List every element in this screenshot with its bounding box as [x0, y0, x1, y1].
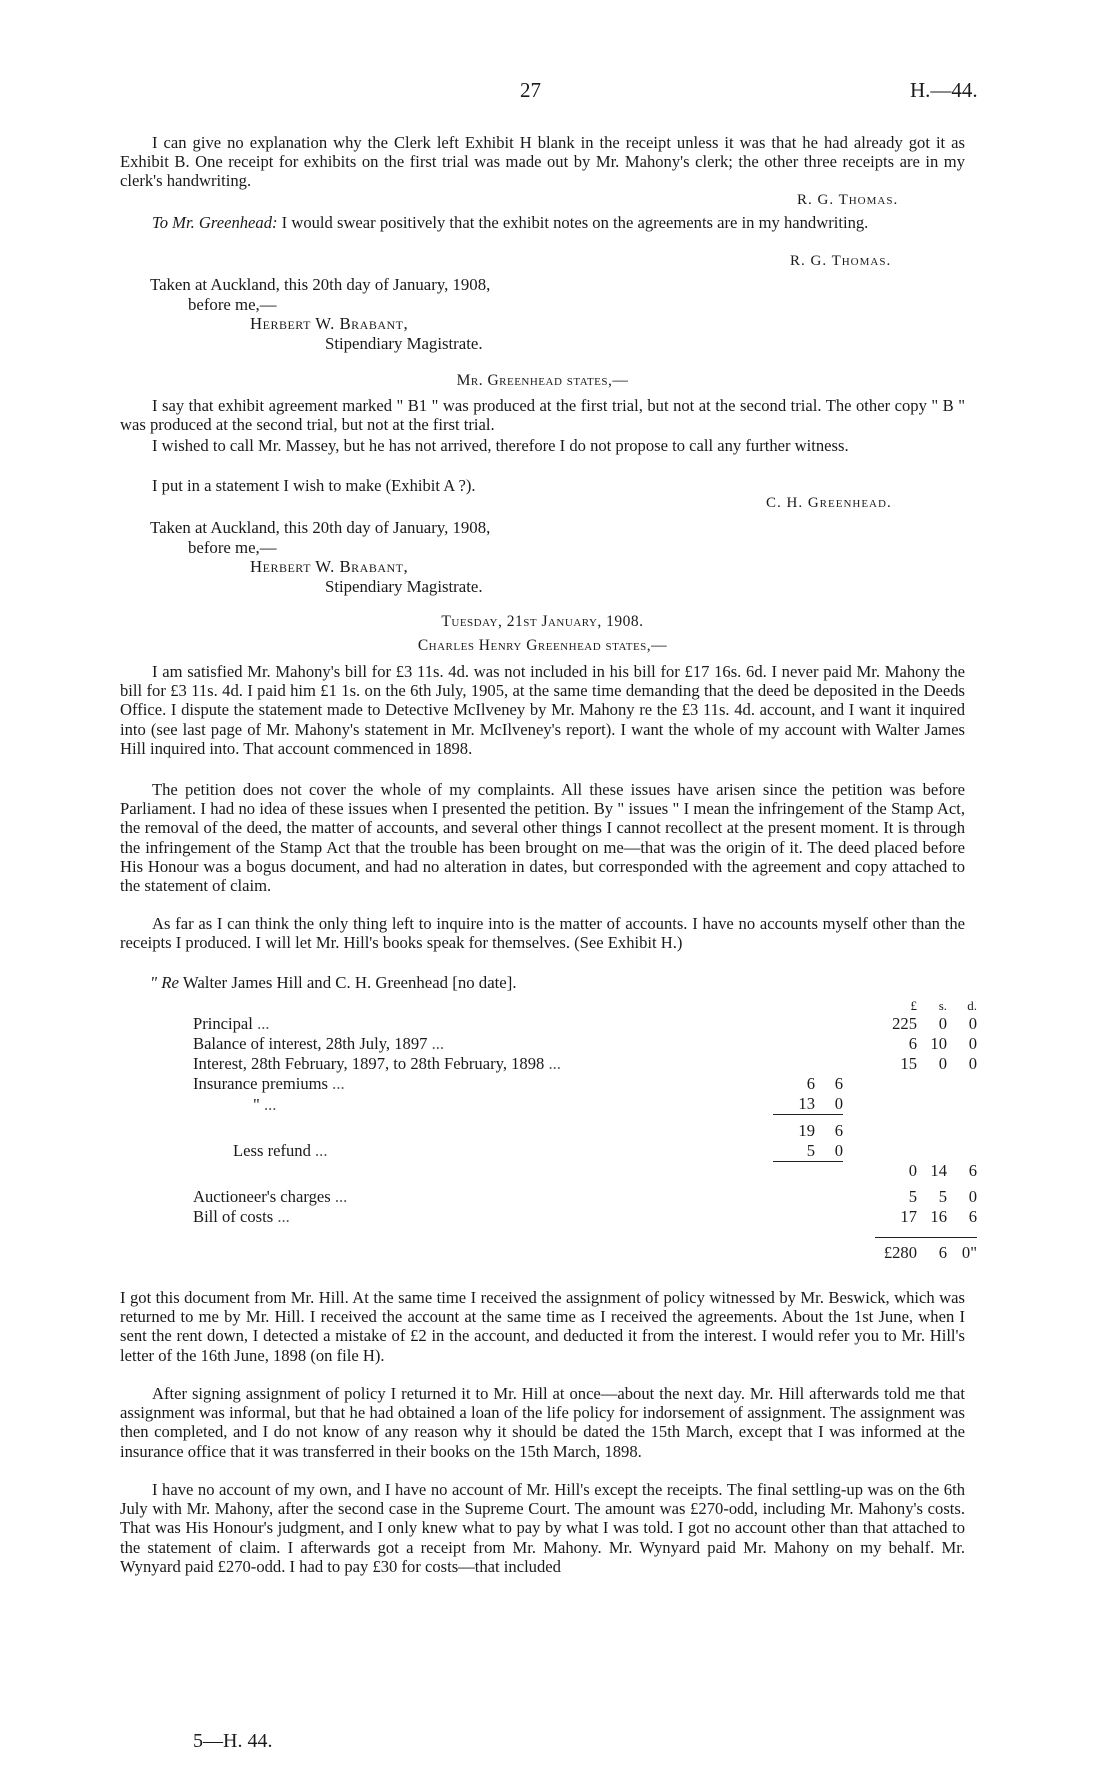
- jurat-1-magistrate-title: Stipendiary Magistrate.: [325, 334, 483, 353]
- col-shillings-header: s.: [938, 998, 947, 1013]
- amount-shillings: 0: [938, 1014, 947, 1033]
- account-row-interest: [193, 1054, 977, 1074]
- inner-shillings: 5: [773, 1141, 815, 1162]
- amount-pence: 6: [968, 1161, 977, 1180]
- signature-thomas-1: R. G. Thomas.: [797, 192, 899, 208]
- paragraph-to-greenhead: [120, 213, 965, 232]
- leader-dots: ...: [548, 1054, 561, 1073]
- account-row-less-refund: [193, 1141, 977, 1162]
- paragraph-assignment: After signing assignment of policy I returned it to Mr. Hill at once—about the next day. Mr. Hill afterwards told me that assignment was informal, but that he had obtained a loan of the life policy for indorsement of assignment. The assignment was then completed, and I do not know of any reason why it should be dated the 15th March, except that I was informed at the insurance office that it was transferred in their books on the 15th March, 1898.: [120, 1384, 965, 1461]
- jurat-2-magistrate-name: Herbert W. Brabant,: [250, 557, 409, 576]
- total-shillings: 6: [917, 1237, 947, 1263]
- leader-dots: ...: [431, 1034, 445, 1053]
- paragraph-petition: The petition does not cover the whole of my complaints. All these issues have arisen since the petition was before Parliament. I had no idea of these issues when I presented the petition. By " issues " I mean the infringement of the Stamp Act, the removal of the deed, the matter of accounts, and several other things I cannot recollect at the present moment. It is through the infringement of the Stamp Act that the trouble has been brought on me—that was the origin of it. The deed placed before His Honour was a bogus document, and had no alteration in dates, but corresponded with the agreement and copy attached to the statement of claim.: [120, 780, 965, 896]
- account-row-net-insurance: [193, 1161, 977, 1181]
- amount-shillings: 14: [930, 1161, 947, 1180]
- page-number: 27: [520, 78, 541, 102]
- amount-shillings: 5: [938, 1187, 947, 1206]
- col-pounds-header: £: [910, 998, 917, 1013]
- account-row-principal: [193, 1014, 977, 1034]
- leader-dots: ...: [332, 1074, 345, 1093]
- total-pounds: £280: [875, 1237, 917, 1263]
- col-pence-header: d.: [967, 998, 977, 1013]
- account-row-total: [193, 1237, 977, 1263]
- paragraph-put-statement: I put in a statement I wish to make (Exhibit A ?).: [152, 476, 476, 495]
- account-title: [150, 973, 517, 993]
- account-row-label: Insurance premiums: [193, 1074, 329, 1093]
- account-row-label: Auctioneer's charges: [193, 1187, 331, 1206]
- total-pence: 0": [947, 1237, 977, 1263]
- amount-pounds: 17: [900, 1207, 917, 1226]
- account-table: [193, 995, 977, 1263]
- amount-pence: 6: [968, 1207, 977, 1226]
- inner-pence: 6: [834, 1074, 843, 1093]
- signature-mark: 5—H. 44.: [193, 1730, 273, 1752]
- paragraph-got-document: I got this document from Mr. Hill. At the same time I received the assignment of policy witnessed by Mr. Beswick, which was returned to me by Mr. Hill. I received the account at the same time as I received the agreements. About the 1st June, when I sent the rent down, I detected a mistake of £2 in the account, and deducted it from the interest. I would refer you to Mr. Hill's letter of the 16th June, 1898 (on file H).: [120, 1288, 965, 1365]
- inner-pence: 0: [815, 1141, 843, 1162]
- leader-dots: ...: [315, 1141, 328, 1160]
- heading-date: Tuesday, 21st January, 1908.: [441, 613, 644, 630]
- paragraph-exhibit-b1: I say that exhibit agreement marked " B1 " was produced at the first trial, but not at the second trial. The other copy " B " was produced at the second trial, but not at the first trial.: [120, 396, 965, 435]
- amount-pounds: 0: [908, 1161, 917, 1180]
- account-title-re: " Re: [150, 973, 179, 992]
- amount-shillings: 10: [930, 1034, 947, 1053]
- account-row-label: Balance of interest, 28th July, 1897: [193, 1034, 428, 1053]
- amount-shillings: 16: [930, 1207, 947, 1226]
- account-row-auctioneer: [193, 1187, 977, 1207]
- amount-shillings: 0: [938, 1054, 947, 1073]
- inner-shillings: 13: [773, 1094, 815, 1115]
- account-row-bill-costs: [193, 1207, 977, 1227]
- account-title-text: Walter James Hill and C. H. Greenhead [no date].: [178, 973, 517, 992]
- paragraph-to-greenhead-text: I would swear positively that the exhibit notes on the agreements are in my handwriting.: [277, 213, 869, 232]
- amount-pounds: 6: [908, 1034, 917, 1053]
- account-row-insurance-1: [193, 1074, 977, 1094]
- leader-dots: ...: [257, 1014, 270, 1033]
- jurat-2-magistrate-title: Stipendiary Magistrate.: [325, 577, 483, 596]
- amount-pounds: 15: [900, 1054, 917, 1073]
- paragraph-exhibit-h: I can give no explanation why the Clerk left Exhibit H blank in the receipt unless it was that he had already got it as Exhibit B. One receipt for exhibits on the first trial was made out by Mr. Mahony's clerk; the other three receipts are in my clerk's handwriting.: [120, 133, 965, 191]
- amount-pence: 0: [968, 1034, 977, 1053]
- account-row-label: Principal: [193, 1014, 253, 1033]
- amount-pounds: 5: [908, 1187, 917, 1206]
- account-row-spacer-2: [193, 1227, 977, 1237]
- jurat-1-before: before me,—: [188, 295, 277, 314]
- inner-shillings: 6: [806, 1074, 815, 1093]
- leader-dots: ...: [334, 1187, 348, 1206]
- heading-charles-states: Charles Henry Greenhead states,—: [417, 637, 668, 654]
- account-header-row: [193, 995, 977, 1014]
- amount-pence: 0: [968, 1187, 977, 1206]
- jurat-1-taken: Taken at Auckland, this 20th day of January, 1908,: [150, 275, 491, 294]
- heading-greenhead-states: Mr. Greenhead states,—: [456, 372, 629, 389]
- leader-dots: ...: [263, 1094, 277, 1114]
- leader-dots: ...: [277, 1207, 290, 1226]
- account-row-balance-interest: [193, 1034, 977, 1054]
- paragraph-settling-up: I have no account of my own, and I have no account of Mr. Hill's except the receipts. The final settling-up was on the 6th July with Mr. Mahony, after the second case in the Supreme Court. The amount was £270-odd, including Mr. Mahony's costs. That was His Honour's judgment, and I only knew what to pay by what I was told. I got no account other than that attached to the statement of claim. I afterwards got a receipt from Mr. Mahony. Mr. Wynyard paid Mr. Mahony on my behalf. Mr. Wynyard paid £270-odd. I had to pay £30 for costs—that included: [120, 1480, 965, 1576]
- jurat-2-taken: Taken at Auckland, this 20th day of January, 1908,: [150, 518, 491, 537]
- amount-pounds: 225: [892, 1014, 917, 1033]
- paragraph-call-massey: I wished to call Mr. Massey, but he has not arrived, therefore I do not propose to call any further witness.: [152, 436, 849, 455]
- addressee-label: To Mr. Greenhead:: [152, 213, 278, 232]
- ditto-mark: ": [253, 1094, 260, 1114]
- inner-pence: 6: [834, 1120, 843, 1140]
- amount-pence: 0: [968, 1054, 977, 1073]
- signature-greenhead: C. H. Greenhead.: [766, 495, 892, 511]
- jurat-1-magistrate-name: Herbert W. Brabant,: [250, 314, 409, 333]
- paragraph-accounts: As far as I can think the only thing left to inquire into is the matter of accounts. I have no accounts myself other than the receipts I produced. I will let Mr. Hill's books speak for themselves. (See Exhibit H.): [120, 914, 965, 953]
- inner-pence: 0: [815, 1094, 843, 1115]
- paragraph-mahony-bill: I am satisfied Mr. Mahony's bill for £3 11s. 4d. was not included in his bill for £17 16s. 6d. I never paid Mr. Mahony the bill for £3 11s. 4d. I paid him £1 1s. on the 6th July, 1905, at the same time demanding that the deed be deposited in the Deeds Office. I dispute the statement made to Detective McIlveney by Mr. Mahony re the £3 11s. 4d. account, and I want it inquired into (see last page of Mr. Mahony's statement in Mr. McIlveney's report). I want the whole of my account with Walter James Hill inquired into. That account commenced in 1898.: [120, 662, 965, 758]
- jurat-2-before: before me,—: [188, 538, 277, 557]
- account-row-label: Bill of costs: [193, 1207, 274, 1226]
- inner-shillings: 19: [798, 1120, 815, 1140]
- account-row-insurance-subtotal: [193, 1115, 977, 1141]
- account-row-label: Less refund: [233, 1141, 311, 1160]
- amount-pence: 0: [968, 1014, 977, 1033]
- document-reference: H.—44.: [910, 78, 978, 102]
- signature-thomas-2: R. G. Thomas.: [790, 253, 892, 269]
- account-row-insurance-2: [193, 1094, 977, 1115]
- account-row-label: Interest, 28th February, 1897, to 28th February, 1898: [193, 1054, 545, 1073]
